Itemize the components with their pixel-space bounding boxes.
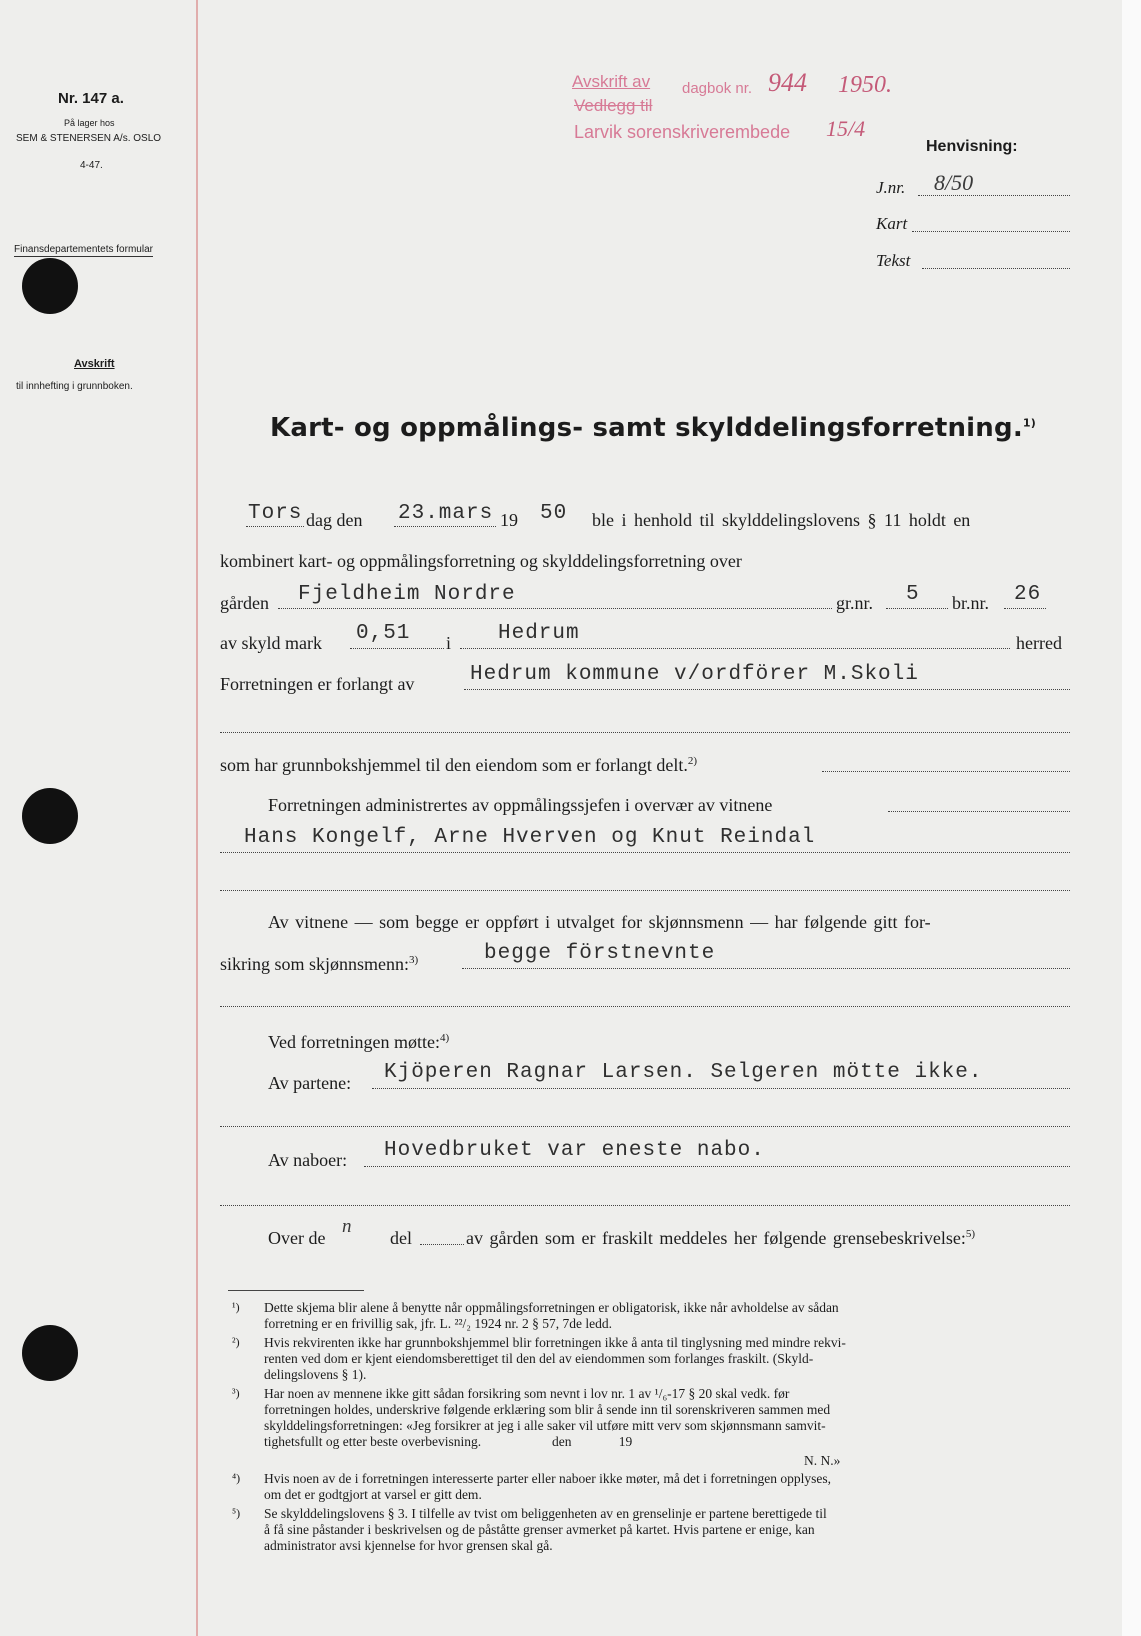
boundary-text [466, 1228, 975, 1249]
footnote-item [232, 1386, 1072, 1450]
tekst-label: Tekst [876, 251, 911, 270]
footnote-line: å få sine påstander i beskrivelsen og de påståtte grenser avmerket på kartet. Hvis partene er enige, kan [264, 1522, 815, 1537]
footnote-line: forretning er en frivillig sak, jfr. L. ²²/₂ 1924 nr. 2 § 57, 7de ledd. [264, 1316, 612, 1331]
publisher-line1: På lager hos [64, 118, 115, 128]
footnote-item [264, 1453, 1072, 1469]
brnr-value: 26 [1014, 583, 1042, 606]
footnote-line: skylddelingsforretningen: «Jeg forsikrer at jeg i alle saker vil utføre mitt verv som skjønnsmann samvit- [264, 1418, 826, 1433]
footnote-line: administrator avsi kjennelse for hvor grensen skal gå. [264, 1538, 553, 1553]
line2-text: kombinert kart- og oppmålingsforretning og skylddelingsforretning over [220, 551, 742, 571]
assurance-value: begge förstnevnte [484, 942, 716, 965]
i-label: i [446, 633, 452, 653]
assurance-text-1: Av vitnene — som begge er oppført i utvalget for skjønnsmenn — har følgende gitt for- [268, 912, 931, 932]
herred-value: Hedrum [498, 622, 580, 645]
copy-label: Avskrift [74, 358, 115, 370]
requested-value: Hedrum kommune v/ordförer M.Skoli [470, 663, 919, 686]
stamp-attachment: Vedlegg til [574, 96, 653, 115]
footnotes [232, 1300, 1072, 1557]
footnote-line: delingslovens § 1). [264, 1367, 367, 1382]
footnote-ref-2: 2) [687, 755, 698, 767]
stamp-year: 1950. [838, 72, 892, 98]
footnote-item [232, 1471, 1072, 1503]
punch-hole-middle [22, 788, 78, 844]
footnote-line: Har noen av mennene ikke gitt sådan forsikring som nevnt i lov nr. 1 av ¹/₆-17 § 20 skal vedk. før [264, 1386, 790, 1401]
form-date-code: 4-47. [80, 160, 103, 171]
page-edge [1122, 0, 1141, 1636]
publisher-line2: SEM & STENERSEN A/s. OSLO [16, 133, 162, 144]
day-value: Tors [248, 502, 303, 525]
footnote-ref-4: 4) [439, 1032, 450, 1044]
stamp-date: 15/4 [826, 116, 866, 141]
over-superscript: n [342, 1216, 352, 1237]
day-label: dag den [306, 510, 363, 530]
skyld-value: 0,51 [356, 622, 411, 645]
footnote-line: forretningen holdes, underskrive følgende erklæring som blir å sende inn til sorenskriveren sammen med [264, 1402, 831, 1417]
del-label: del [390, 1228, 412, 1248]
grnr-label: gr.nr. [836, 593, 874, 613]
footnote-item [232, 1335, 1072, 1383]
copy-note: til innhefting i grunnboken. [16, 381, 133, 392]
parties-value: Kjöperen Ragnar Larsen. Selgeren mötte ikke. [384, 1061, 983, 1084]
year-value: 50 [540, 502, 568, 525]
stamp-copy-of: Avskrift av [572, 72, 651, 91]
footnote-number: ³) [232, 1386, 240, 1400]
footnote-ref-3: 3) [409, 954, 419, 966]
title-text: Kart- og oppmålings- samt skylddelingsforretning. [270, 413, 1023, 443]
margin-rule [196, 0, 198, 1636]
stamp-journal-label: dagbok nr. [682, 80, 753, 97]
footnote-number: ⁵) [232, 1506, 241, 1520]
footnote-line: Hvis noen av de i forretningen interesserte parter eller naboer ikke møter, må det i forretningen opplyses, [264, 1471, 832, 1486]
stamp-journal-number: 944 [768, 68, 807, 97]
footnote-line: Hvis rekvirenten ikke har grunnbokshjemmel blir forretningen ikke å anta til tinglysning med mindre rekvi- [264, 1335, 846, 1350]
boundary-label: av gården som er fraskilt meddeles her følgende grensebeskrivelse: [466, 1228, 966, 1248]
administration-text: Forretningen administrertes av oppmålingssjefen i overvær av vitnene [268, 795, 773, 815]
footnote-line: Se skylddelingslovens § 3. I tilfelle av tvist om beliggenheten av en grenselinje er partene berettigede til [264, 1506, 827, 1521]
attendance-text [268, 1032, 449, 1053]
line1-text: ble i henhold til skylddelingslovens § 11 holdt en [592, 510, 971, 530]
requested-label: Forretningen er forlangt av [220, 674, 415, 694]
neighbours-label: Av naboer: [268, 1150, 348, 1170]
stamp-office: Larvik sorenskriverembede [574, 122, 791, 142]
assurance-text-2 [220, 954, 418, 975]
date-value: 23.mars [398, 502, 494, 525]
form-number: Nr. 147 a. [58, 90, 124, 107]
neighbours-value: Hovedbruket var eneste nabo. [384, 1139, 765, 1162]
attendance-label: Ved forretningen møtte: [268, 1032, 440, 1052]
footnote-line: Dette skjema blir alene å benytte når oppmålingsforretningen er obligatorisk, ikke når avholdelse av sådan [264, 1300, 839, 1315]
brnr-label: br.nr. [952, 593, 990, 613]
footnote-item [232, 1506, 1072, 1554]
farm-value: Fjeldheim Nordre [298, 583, 516, 606]
punch-hole-top [22, 258, 78, 314]
footnote-divider [228, 1290, 364, 1291]
assurance-label: sikring som skjønnsmenn: [220, 954, 410, 974]
parties-label: Av partene: [268, 1073, 352, 1093]
jnr-label: J.nr. [876, 178, 906, 197]
footnote-line: N. N.» [804, 1453, 841, 1468]
footnote-number: ²) [232, 1335, 240, 1349]
witnesses-value: Hans Kongelf, Arne Hverven og Knut Reindal [244, 826, 816, 849]
reference-heading: Henvisning: [926, 138, 1018, 155]
title-holder-label: som har grunnbokshjemmel til den eiendom som er forlangt delt. [220, 755, 688, 775]
footnote-line: tighetsfullt og etter beste overbevisning. den 19 [264, 1434, 633, 1449]
footnote-number: ¹) [232, 1300, 240, 1314]
footnote-number: ⁴) [232, 1471, 241, 1485]
ministry-label: Finansdepartementets formular [14, 244, 153, 255]
kart-label: Kart [876, 214, 908, 233]
over-label: Over de [268, 1228, 326, 1248]
footnote-line: om det er godtgjort at varsel er gitt dem. [264, 1487, 482, 1502]
farm-label: gården [220, 593, 269, 613]
title-holder-text [220, 755, 697, 776]
document-title [270, 413, 1036, 443]
punch-hole-bottom [22, 1325, 78, 1381]
footnote-line: renten ved dom er kjent eiendomsberettiget til den del av eiendommen som forlanges fraskilt. (Skyld- [264, 1351, 814, 1366]
year-prefix: 19 [500, 510, 518, 530]
grnr-value: 5 [906, 583, 920, 606]
herred-label: herred [1016, 633, 1062, 653]
footnote-ref-5: 5) [965, 1228, 975, 1240]
jnr-value: 8/50 [934, 170, 974, 195]
skyld-label: av skyld mark [220, 633, 322, 653]
title-footnote-ref: 1) [1022, 416, 1036, 430]
footnote-item [232, 1300, 1072, 1332]
